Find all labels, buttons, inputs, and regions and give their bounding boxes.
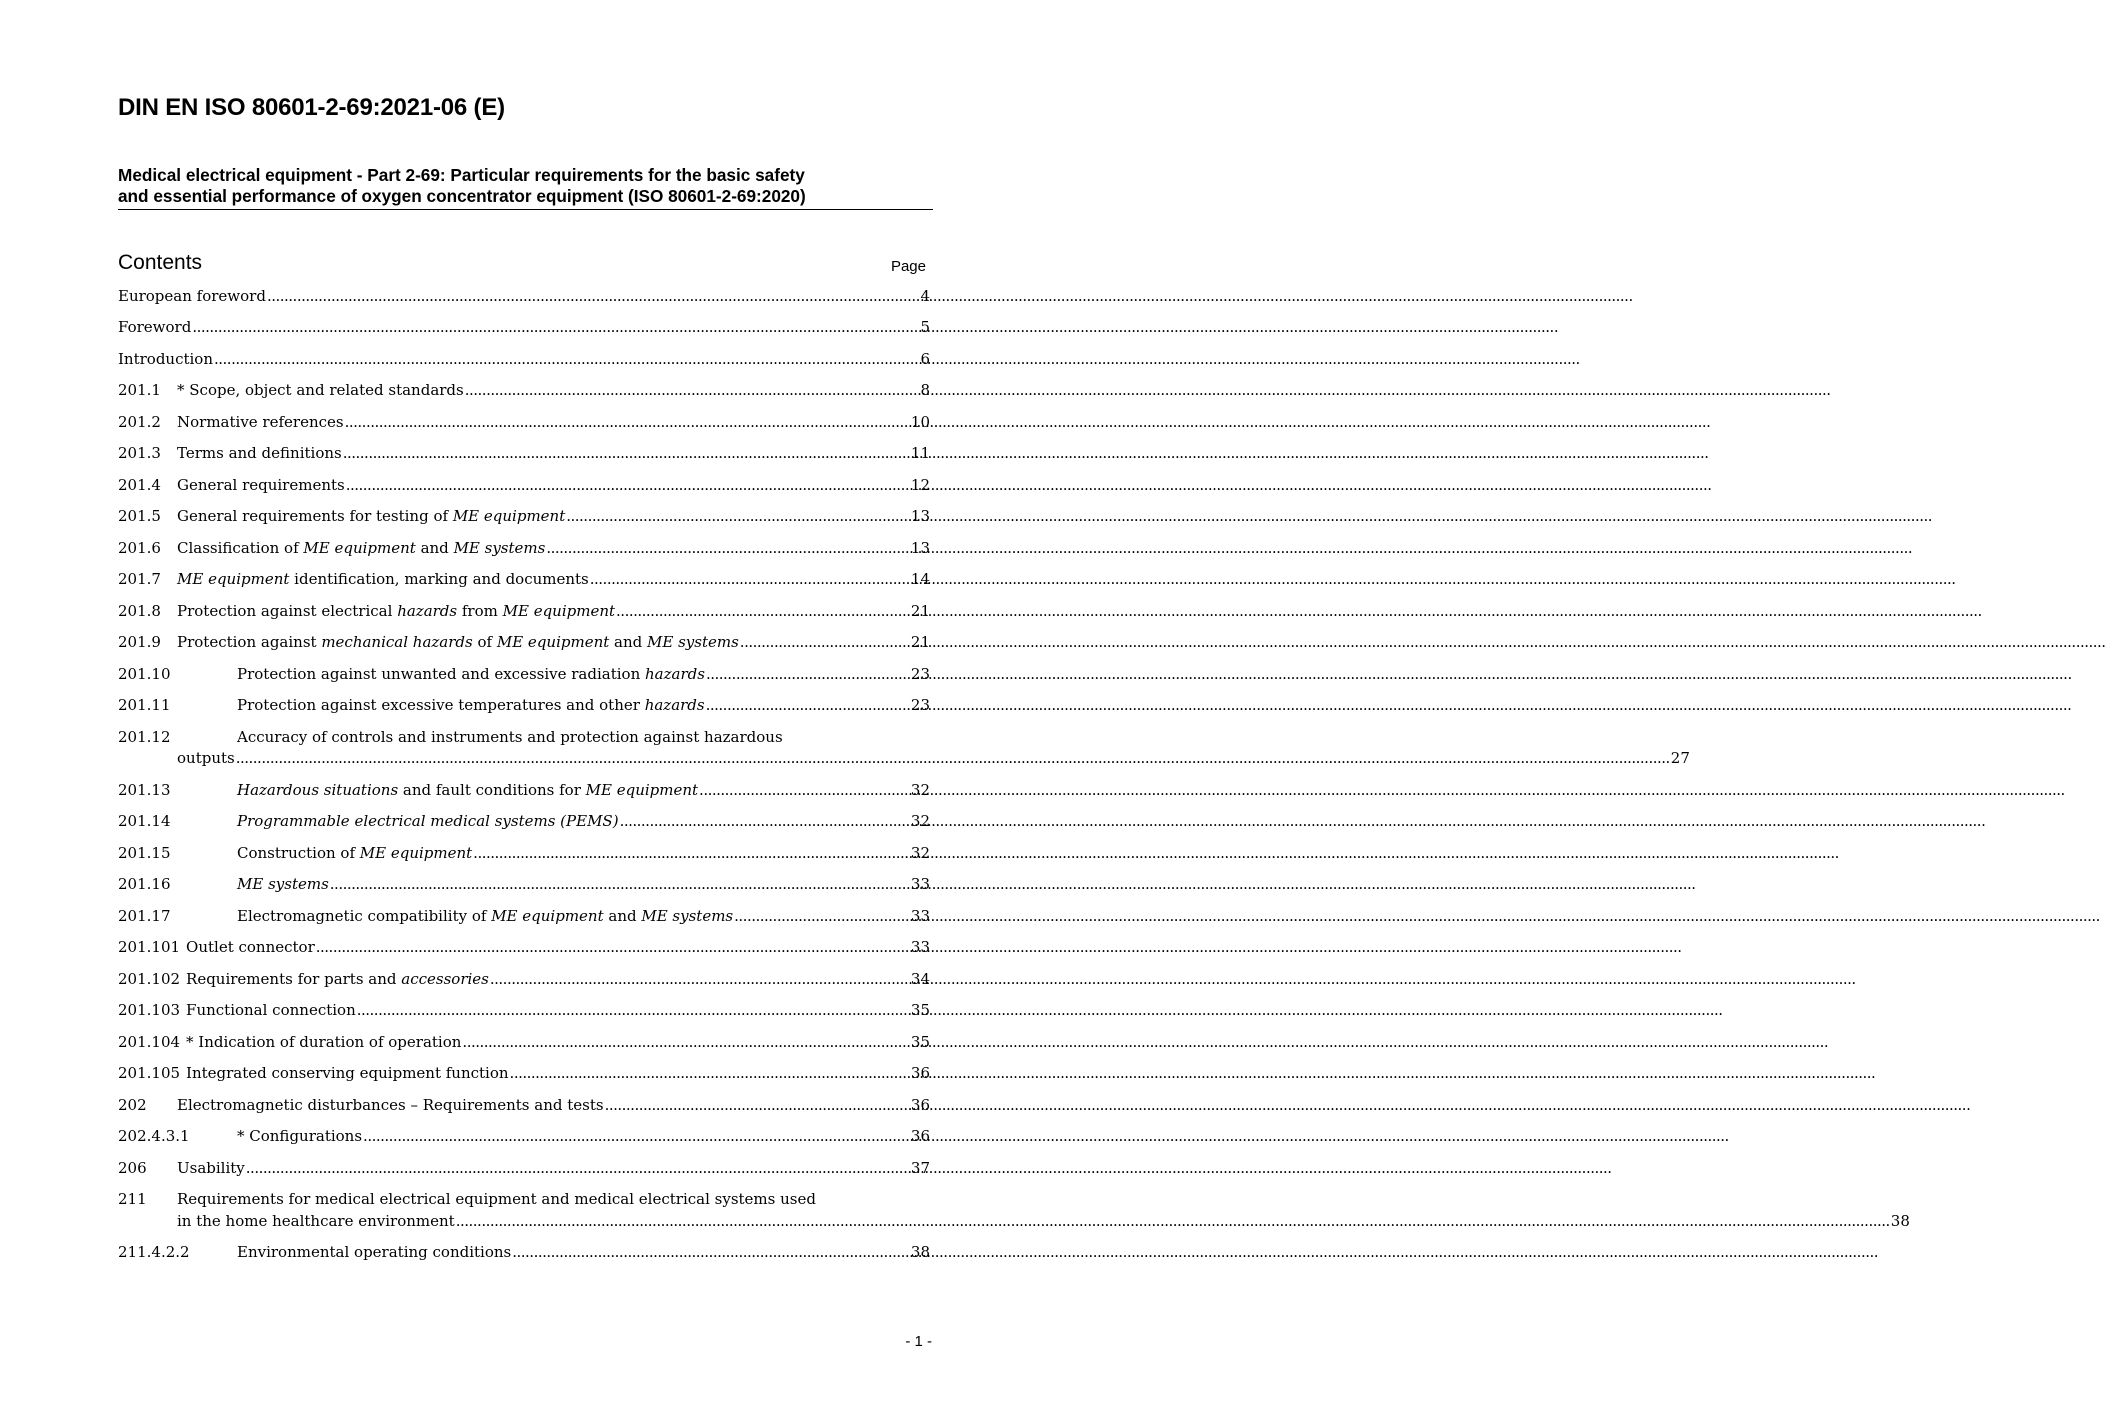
- page-number: - 1 -: [905, 1333, 932, 1350]
- toc-title-text: Electromagnetic compatibility of: [237, 907, 492, 925]
- toc-page: 32: [910, 844, 930, 862]
- toc-page: 33: [910, 875, 930, 893]
- toc-number: 202: [118, 1096, 147, 1114]
- toc-page: 21: [910, 602, 930, 620]
- toc-leader: [246, 1159, 910, 1177]
- toc-page: 21: [910, 633, 930, 651]
- toc-title: Introduction: [118, 350, 213, 368]
- toc-entry-201-8[interactable]: [118, 602, 930, 624]
- toc-title-text: and: [603, 907, 642, 925]
- document-id: DIN EN ISO 80601-2-69:2021-06 (E): [118, 94, 505, 121]
- toc-number: 201.8: [118, 602, 161, 620]
- toc-title: [237, 844, 472, 862]
- toc-entry-introduction[interactable]: [118, 350, 930, 372]
- toc-number: 201.12: [118, 728, 171, 746]
- toc-number: 201.105: [118, 1064, 181, 1082]
- toc-number: 201.7: [118, 570, 161, 588]
- toc-page: 4: [920, 287, 930, 305]
- toc-number: 201.14: [118, 812, 171, 830]
- page-column-label: Page: [890, 258, 926, 275]
- toc-title-text: Construction of: [237, 844, 360, 862]
- toc-title-term: ME equipment: [359, 844, 473, 862]
- toc-title: Usability: [177, 1159, 245, 1177]
- toc-title-text: Classification of: [177, 539, 304, 557]
- toc-page: 35: [910, 1001, 930, 1019]
- toc-entry-201-101[interactable]: [118, 938, 930, 960]
- contents-heading: Contents: [118, 251, 203, 274]
- toc-title-term: ME systems: [237, 875, 329, 893]
- toc-title-term: ME equipment: [491, 907, 604, 925]
- toc-entry-201-5[interactable]: [118, 507, 930, 529]
- toc-entry-201-2[interactable]: [118, 413, 930, 435]
- toc-title-text: Protection against excessive temperatures and other: [237, 696, 645, 714]
- toc-title-term: ME equipment: [585, 781, 699, 799]
- toc-leader: [566, 507, 910, 525]
- toc-leader: [267, 287, 920, 305]
- toc-title: Normative references: [177, 413, 344, 431]
- toc-number: 206: [118, 1159, 147, 1177]
- toc-title-text: of: [472, 633, 497, 651]
- toc-leader: [620, 812, 910, 830]
- toc-leader: [345, 413, 910, 431]
- toc-leader: [346, 476, 910, 494]
- toc-title-term: ME systems: [453, 539, 546, 557]
- toc-title: Outlet connector: [186, 938, 315, 956]
- toc-number: 201.104: [118, 1033, 181, 1051]
- toc-title-text: and fault conditions for: [398, 781, 586, 799]
- toc-number: 201.4: [118, 476, 161, 494]
- toc-leader: [512, 1243, 910, 1261]
- toc-title-term: ME systems: [647, 633, 739, 651]
- toc-number: 201.17: [118, 907, 171, 925]
- toc-leader: [473, 844, 910, 862]
- toc-leader: [605, 1096, 910, 1114]
- toc-page: 6: [920, 350, 930, 368]
- toc-leader: [192, 318, 919, 336]
- toc-entry-201-12[interactable]: [118, 728, 1690, 767]
- toc-title-text: Protection against: [177, 633, 322, 651]
- toc-number: 201.16: [118, 875, 171, 893]
- toc-number: 201.9: [118, 633, 161, 651]
- toc-page: 13: [910, 507, 930, 525]
- toc-page: 36: [910, 1127, 930, 1145]
- toc-leader: [546, 539, 910, 557]
- toc-leader: ................................................................................................................................................................................................................................................................................................................................................: [455, 1212, 1890, 1230]
- toc-page: 12: [910, 476, 930, 494]
- toc-title: European foreword: [118, 287, 266, 305]
- toc-entry-202-4-3-1[interactable]: [118, 1127, 930, 1149]
- toc-entry-201-10[interactable]: [118, 665, 930, 687]
- toc-number: 201.2: [118, 413, 161, 431]
- toc-title: [177, 602, 615, 620]
- toc-page: 8: [920, 381, 930, 399]
- toc-title-term: mechanical hazards: [321, 633, 473, 651]
- toc-leader: [490, 970, 910, 988]
- toc-title-text: General requirements for testing of: [177, 507, 453, 525]
- toc-title: Foreword: [118, 318, 192, 336]
- toc-entry-201-14[interactable]: [118, 812, 930, 834]
- toc-number: 201.102: [118, 970, 181, 988]
- toc-title: [186, 970, 489, 988]
- toc-title-term: accessories: [401, 970, 489, 988]
- toc-title: * Indication of duration of operation: [186, 1033, 462, 1051]
- toc-title: [177, 539, 545, 557]
- toc-page: 32: [910, 781, 930, 799]
- toc-title-text: and: [609, 633, 648, 651]
- toc-number: 201.3: [118, 444, 161, 462]
- toc-entry-201-13[interactable]: [118, 781, 930, 803]
- toc-title-term: ME equipment: [177, 570, 290, 588]
- toc-title-term: Hazardous situations: [237, 781, 399, 799]
- toc-title: * Configurations: [237, 1127, 363, 1145]
- toc-number: 201.1: [118, 381, 161, 399]
- toc-title: Electromagnetic disturbances – Requirements and tests: [177, 1096, 604, 1114]
- toc-leader: [616, 602, 910, 620]
- toc-leader: [510, 1064, 910, 1082]
- toc-title-term: ME systems: [641, 907, 734, 925]
- toc-leader: [330, 875, 910, 893]
- toc-page: 10: [910, 413, 930, 431]
- toc-number: 201.101: [118, 938, 181, 956]
- toc-number: 211.4.2.2: [118, 1243, 190, 1261]
- toc-number: 201.11: [118, 696, 171, 714]
- toc-number: 201.10: [118, 665, 171, 683]
- toc-title-term: hazards: [397, 602, 458, 620]
- toc-entry-201-15[interactable]: [118, 844, 930, 866]
- toc-leader: [740, 633, 910, 651]
- toc-title-term: ME equipment: [496, 633, 610, 651]
- toc-leader: [590, 570, 910, 588]
- toc-title-text: Protection against electrical: [177, 602, 398, 620]
- toc-page: 38: [1890, 1212, 1910, 1230]
- toc-leader: [706, 665, 910, 683]
- toc-title-term: ME equipment: [303, 539, 416, 557]
- toc-title-term: hazards: [644, 696, 705, 714]
- toc-title-text: identification, marking and documents: [289, 570, 589, 588]
- toc-entry-201-17[interactable]: [118, 907, 930, 929]
- toc-title: [237, 907, 733, 925]
- toc-leader: [462, 1033, 909, 1051]
- toc-leader: [343, 444, 910, 462]
- toc-title-term: ME equipment: [452, 507, 566, 525]
- toc-entry-european-foreword[interactable]: [118, 287, 930, 309]
- toc-leader: [465, 381, 920, 399]
- toc-number: 201.15: [118, 844, 171, 862]
- toc-title-text: and: [415, 539, 454, 557]
- toc-page: 23: [910, 665, 930, 683]
- toc-number: 201.13: [118, 781, 171, 799]
- toc-entry-201-104[interactable]: [118, 1033, 930, 1055]
- document-subtitle: [118, 165, 933, 210]
- toc-page: 27: [1670, 749, 1690, 767]
- toc-leader: [734, 907, 910, 925]
- toc-entry-211-4-2-2[interactable]: [118, 1243, 930, 1265]
- toc-entry-201-7[interactable]: [118, 570, 930, 592]
- toc-leader: [699, 781, 910, 799]
- subtitle-line-2: and essential performance of oxygen concentrator equipment (ISO 80601-2-69:2020): [118, 186, 806, 206]
- toc-title: [237, 812, 619, 830]
- toc-entry-206[interactable]: [118, 1159, 930, 1181]
- toc-entry-201-3[interactable]: [118, 444, 930, 466]
- toc-number: 211: [118, 1190, 147, 1208]
- toc-title: [237, 781, 698, 799]
- toc-entry-201-4[interactable]: [118, 476, 930, 498]
- toc-title: Integrated conserving equipment function: [186, 1064, 509, 1082]
- toc-title: [177, 570, 589, 588]
- toc-title: [237, 665, 705, 683]
- toc-page: 32: [910, 812, 930, 830]
- toc-page: 13: [910, 539, 930, 557]
- toc-leader: [316, 938, 910, 956]
- toc-page: 36: [910, 1096, 930, 1114]
- toc-title-text: from: [457, 602, 503, 620]
- toc-entry-201-16[interactable]: [118, 875, 930, 897]
- toc-page: 38: [910, 1243, 930, 1261]
- toc-entry-211[interactable]: [118, 1190, 1910, 1230]
- toc-page: 34: [910, 970, 930, 988]
- toc-entry-201-105[interactable]: [118, 1064, 930, 1086]
- toc-title: [237, 696, 705, 714]
- toc-number: 201.6: [118, 539, 161, 557]
- toc-title: Functional connection: [186, 1001, 356, 1019]
- toc-leader: [214, 350, 919, 368]
- toc-page: 35: [910, 1033, 930, 1051]
- toc-title-continued: in the home healthcare environment: [177, 1212, 455, 1230]
- toc-page: 36: [910, 1064, 930, 1082]
- toc-leader: [357, 1001, 910, 1019]
- toc-title: Terms and definitions: [177, 444, 342, 462]
- toc-entry-201-1[interactable]: [118, 381, 930, 403]
- toc-leader: ................................................................................................................................................................................................................................................................................................................................................: [235, 749, 1670, 767]
- toc-leader: [706, 696, 910, 714]
- toc-page: 5: [920, 318, 930, 336]
- toc-entry-201-6[interactable]: [118, 539, 930, 561]
- toc-title-term: Programmable electrical medical systems (PEMS): [237, 812, 619, 830]
- toc-title: * Scope, object and related standards: [177, 381, 464, 399]
- subtitle-line-1: Medical electrical equipment - Part 2-69: Particular requirements for the basic safety: [118, 165, 805, 185]
- toc-title: Accuracy of controls and instruments and protection against hazardous: [237, 728, 783, 746]
- toc-title: Environmental operating conditions: [237, 1243, 512, 1261]
- toc-page: 23: [910, 696, 930, 714]
- toc-title: Requirements for medical electrical equipment and medical electrical systems used: [177, 1190, 816, 1208]
- toc-number: 201.5: [118, 507, 161, 525]
- toc-entry-foreword[interactable]: [118, 318, 930, 340]
- toc-leader: [363, 1127, 910, 1145]
- toc-entry-201-102[interactable]: [118, 970, 930, 992]
- toc-page: 11: [910, 444, 930, 462]
- toc-entry-202[interactable]: [118, 1096, 930, 1118]
- toc-title: [177, 633, 739, 651]
- toc-title: [177, 507, 565, 525]
- toc-number: 202.4.3.1: [118, 1127, 190, 1145]
- toc-entry-201-11[interactable]: [118, 696, 930, 718]
- toc-title-text: Requirements for parts and: [186, 970, 402, 988]
- toc-page: 37: [910, 1159, 930, 1177]
- toc-title-text: Protection against unwanted and excessive radiation: [237, 665, 646, 683]
- toc-entry-201-103[interactable]: [118, 1001, 930, 1023]
- toc-page: 33: [910, 938, 930, 956]
- toc-number: 201.103: [118, 1001, 181, 1019]
- toc-title: General requirements: [177, 476, 345, 494]
- toc-title-term: hazards: [645, 665, 705, 683]
- toc-page: 14: [910, 570, 930, 588]
- toc-title-continued: outputs: [177, 749, 235, 767]
- toc-title: [237, 875, 329, 893]
- toc-entry-201-9[interactable]: [118, 633, 930, 655]
- toc-title-term: ME equipment: [502, 602, 616, 620]
- toc-page: 33: [910, 907, 930, 925]
